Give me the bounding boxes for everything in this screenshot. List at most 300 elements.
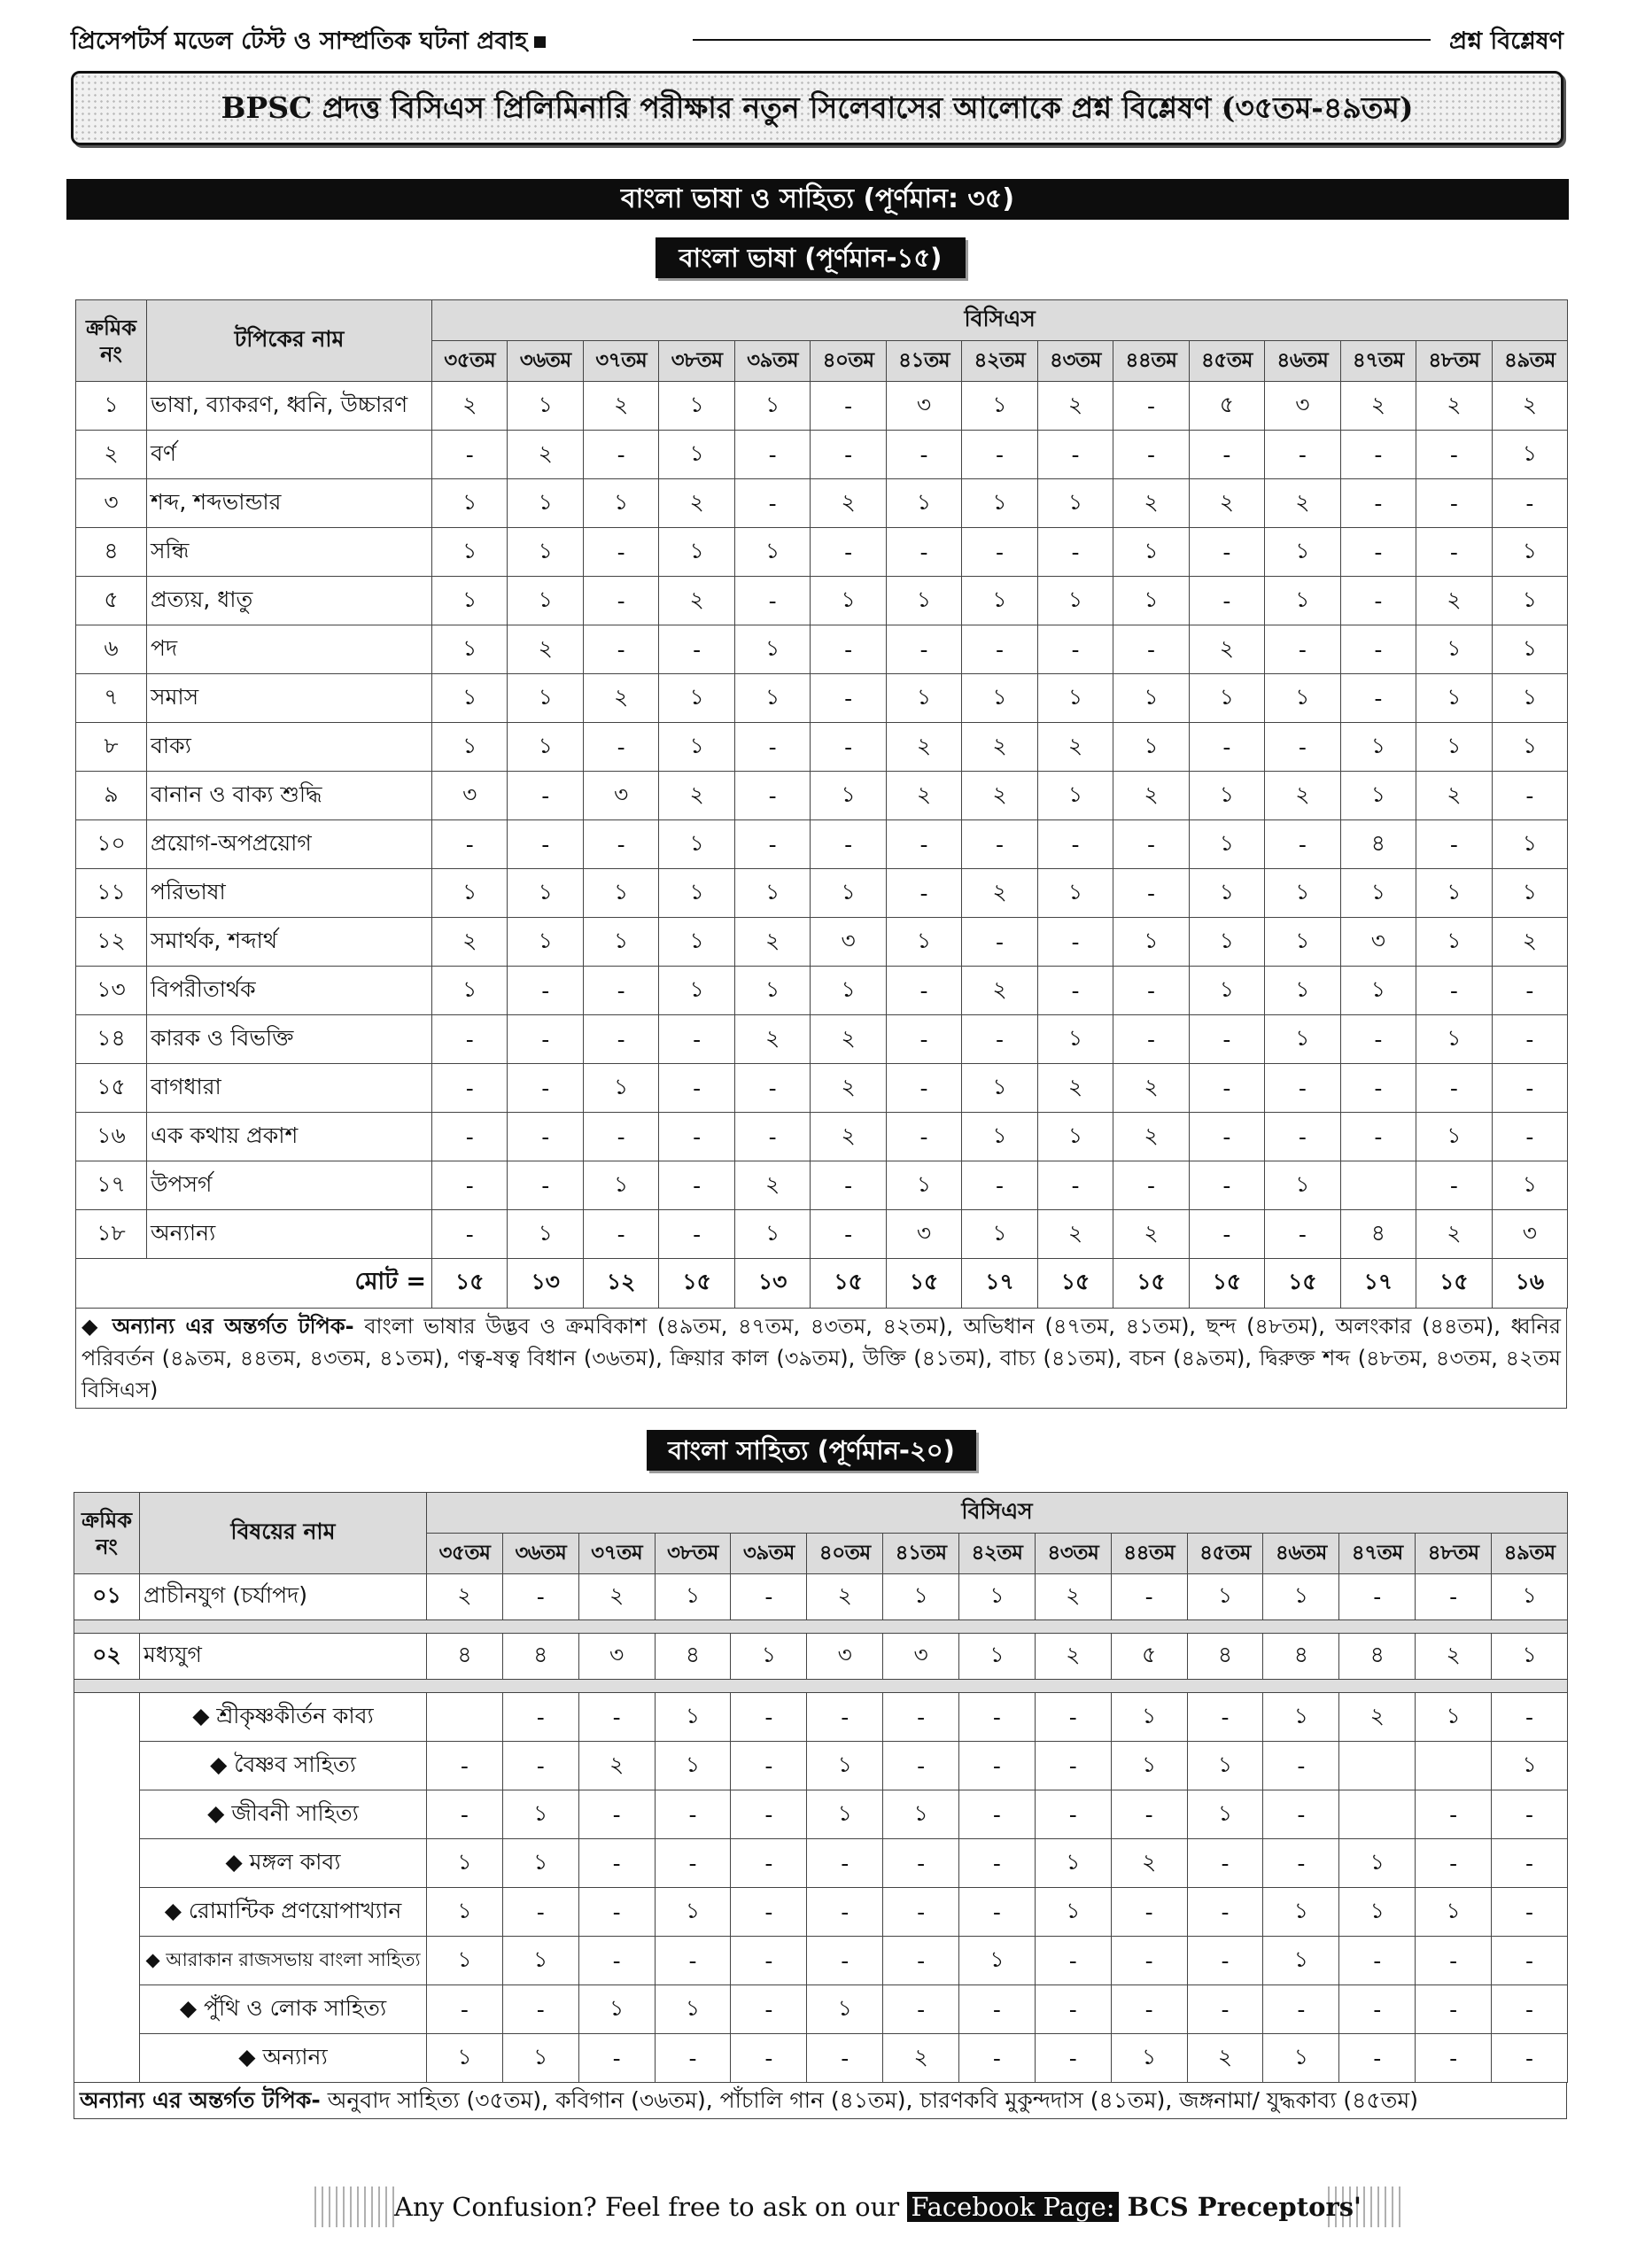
value-cell: - [1340, 1064, 1416, 1113]
value-cell: ১ [1492, 674, 1568, 723]
value-cell: - [1492, 1937, 1568, 1985]
serial-cell: ০২ [74, 1634, 140, 1680]
value-cell: - [502, 1693, 578, 1742]
value-cell: - [734, 431, 810, 479]
serial-cell: ১৮ [76, 1210, 147, 1259]
value-cell: - [811, 820, 886, 869]
value-cell: ১ [1492, 869, 1568, 918]
value-cell [1339, 1790, 1416, 1839]
exam-column-header: ৪৮তম [1416, 341, 1492, 382]
value-cell: - [1492, 967, 1568, 1015]
value-cell: - [734, 479, 810, 528]
topic-cell: বিপরীতার্থক [147, 967, 432, 1015]
table-row [76, 528, 1568, 577]
value-cell: - [959, 1742, 1036, 1790]
table-row [76, 382, 1568, 431]
total-cell: ১৫ [659, 1259, 734, 1309]
value-cell: ১ [1492, 528, 1568, 577]
value-cell: - [807, 2034, 883, 2083]
row-separator [74, 1620, 1568, 1634]
topic-cell: অন্যান্য [147, 1210, 432, 1259]
value-cell: - [734, 820, 810, 869]
value-cell: ১ [962, 1113, 1037, 1161]
topic-cell: পরিভাষা [147, 869, 432, 918]
value-cell: - [1111, 1574, 1187, 1620]
value-cell: - [959, 1985, 1036, 2034]
value-cell: ১ [1263, 1937, 1339, 1985]
value-cell: - [578, 1937, 655, 1985]
value-cell: - [1492, 1790, 1568, 1839]
value-cell: - [883, 1839, 959, 1888]
value-cell: ২ [508, 431, 583, 479]
value-cell: - [1037, 918, 1113, 967]
table-row [76, 674, 1568, 723]
value-cell: ১ [1416, 1888, 1492, 1937]
value-cell: - [502, 1888, 578, 1937]
value-cell: ২ [432, 382, 508, 431]
value-cell: ১ [1189, 820, 1264, 869]
value-cell: ১ [959, 1574, 1036, 1620]
value-cell: - [811, 528, 886, 577]
value-cell: - [807, 1839, 883, 1888]
value-cell: - [583, 528, 658, 577]
exam-column-header: ৪৬তম [1263, 1534, 1339, 1574]
sub-topic-row [74, 1888, 1568, 1937]
value-cell: ১ [502, 2034, 578, 2083]
value-cell: ১ [432, 967, 508, 1015]
value-cell: - [811, 1161, 886, 1210]
value-cell: ১ [659, 967, 734, 1015]
value-cell: ১ [1189, 772, 1264, 820]
value-cell: ২ [1035, 1574, 1111, 1620]
value-cell: ২ [1037, 723, 1113, 772]
value-cell: - [734, 723, 810, 772]
value-cell: - [432, 820, 508, 869]
value-cell: - [731, 1574, 807, 1620]
value-cell: - [734, 577, 810, 625]
table2-note [74, 2083, 1567, 2119]
value-cell: ১ [1339, 1888, 1416, 1937]
value-cell: ১ [508, 869, 583, 918]
total-cell: ১৬ [1492, 1259, 1568, 1309]
value-cell: ১ [508, 1210, 583, 1259]
value-cell: ১ [734, 625, 810, 674]
value-cell: ১ [1265, 918, 1340, 967]
value-cell: ১ [1416, 674, 1492, 723]
empty-serial-cell [74, 1693, 140, 2083]
bangla-language-table [75, 299, 1568, 1309]
sub-topic-cell: ◆ জীবনী সাহিত্য [140, 1790, 427, 1839]
topic-cell: শব্দ, শব্দভান্ডার [147, 479, 432, 528]
value-cell [427, 1693, 503, 1742]
value-cell: - [1416, 1161, 1492, 1210]
value-cell: - [508, 772, 583, 820]
value-cell: - [1113, 820, 1189, 869]
value-cell: ২ [659, 479, 734, 528]
value-cell: - [886, 1015, 961, 1064]
value-cell: - [1492, 1839, 1568, 1888]
value-cell: - [1113, 382, 1189, 431]
value-cell: ১ [1416, 918, 1492, 967]
value-cell: - [583, 1113, 658, 1161]
exam-column-header: ৩৬তম [502, 1534, 578, 1574]
table2-label: বাংলা সাহিত্য (পূর্ণমান-২০) [647, 1430, 976, 1471]
value-cell: - [1340, 1113, 1416, 1161]
value-cell: - [1113, 967, 1189, 1015]
value-cell: ২ [659, 577, 734, 625]
value-cell: - [1189, 723, 1264, 772]
value-cell: - [883, 1888, 959, 1937]
exam-column-header: ৪১তম [883, 1534, 959, 1574]
value-cell: ১ [734, 528, 810, 577]
table-row [76, 918, 1568, 967]
value-cell: ১ [883, 1574, 959, 1620]
topic-cell: সমাস [147, 674, 432, 723]
value-cell: - [655, 2034, 731, 2083]
exam-column-header: ৩৫তম [427, 1534, 503, 1574]
sub-topic-cell: ◆ মঙ্গল কাব্য [140, 1839, 427, 1888]
value-cell: - [1187, 1888, 1263, 1937]
value-cell: ১ [1492, 431, 1568, 479]
value-cell: ২ [811, 1113, 886, 1161]
value-cell: ২ [1265, 772, 1340, 820]
value-cell: ৩ [583, 772, 658, 820]
value-cell: ৩ [807, 1634, 883, 1680]
value-cell: ১ [1416, 723, 1492, 772]
value-cell: ১ [811, 772, 886, 820]
exam-column-header: ৩৫তম [432, 341, 508, 382]
serial-cell: ১১ [76, 869, 147, 918]
value-cell: ১ [883, 1790, 959, 1839]
sub-topic-cell: ◆ রোমান্টিক প্রণয়োপাখ্যান [140, 1888, 427, 1937]
section-band: বাংলা ভাষা ও সাহিত্য (পূর্ণমান: ৩৫) [66, 179, 1569, 220]
topic-cell: মধ্যযুগ [140, 1634, 427, 1680]
value-cell: - [959, 1790, 1036, 1839]
value-cell: ১ [432, 723, 508, 772]
total-cell: ১৫ [1416, 1259, 1492, 1309]
value-cell: ৫ [1111, 1634, 1187, 1680]
value-cell: ১ [962, 479, 1037, 528]
value-cell: ১ [427, 1839, 503, 1888]
value-cell: - [1416, 967, 1492, 1015]
value-cell: - [811, 674, 886, 723]
value-cell: - [886, 967, 961, 1015]
value-cell: - [1113, 1015, 1189, 1064]
value-cell: - [1263, 1985, 1339, 2034]
serial-cell: ৯ [76, 772, 147, 820]
value-cell: ১ [1265, 1161, 1340, 1210]
footer-banner [314, 2186, 1404, 2227]
value-cell: ১ [659, 723, 734, 772]
value-cell: - [807, 1937, 883, 1985]
value-cell: ২ [1492, 382, 1568, 431]
serial-cell: ১০ [76, 820, 147, 869]
sub-topic-cell: ◆ পুঁথি ও লোক সাহিত্য [140, 1985, 427, 2034]
value-cell: - [1416, 1574, 1492, 1620]
header-section-name: প্রশ্ন বিশ্লেষণ [1449, 27, 1563, 55]
value-cell: ১ [886, 577, 961, 625]
table-row [76, 1064, 1568, 1113]
value-cell: ১ [1492, 577, 1568, 625]
value-cell: ১ [432, 869, 508, 918]
exam-column-header: ৪৩তম [1035, 1534, 1111, 1574]
sub-topic-row [74, 1839, 1568, 1888]
value-cell: ১ [734, 869, 810, 918]
value-cell: ১ [508, 577, 583, 625]
value-cell: - [583, 723, 658, 772]
value-cell: - [659, 1015, 734, 1064]
value-cell: ২ [1111, 1839, 1187, 1888]
value-cell: ১ [734, 674, 810, 723]
page-header [71, 19, 1563, 60]
value-cell: ২ [886, 772, 961, 820]
value-cell: ১ [959, 1937, 1036, 1985]
value-cell: ১ [583, 918, 658, 967]
note-label: অন্যান্য এর অন্তর্গত টপিক- [80, 2087, 321, 2113]
value-cell: ১ [1492, 1634, 1568, 1680]
value-cell: ১ [962, 1064, 1037, 1113]
value-cell: - [1265, 820, 1340, 869]
serial-cell: ০১ [74, 1574, 140, 1620]
exam-column-header: ৪৩তম [1037, 341, 1113, 382]
value-cell: - [1113, 1161, 1189, 1210]
value-cell: - [578, 1839, 655, 1888]
serial-cell: ১৫ [76, 1064, 147, 1113]
value-cell: ১ [1340, 723, 1416, 772]
value-cell [1340, 1161, 1416, 1210]
value-cell: - [962, 820, 1037, 869]
topic-cell: সমার্থক, শব্দার্থ [147, 918, 432, 967]
serial-cell: ৫ [76, 577, 147, 625]
value-cell: - [502, 1574, 578, 1620]
exam-column-header: ৪৪তম [1111, 1534, 1187, 1574]
value-cell: - [508, 1113, 583, 1161]
value-cell: - [432, 1210, 508, 1259]
value-cell: - [959, 1693, 1036, 1742]
topic-cell: ভাষা, ব্যাকরণ, ধ্বনি, উচ্চারণ [147, 382, 432, 431]
value-cell: - [886, 820, 961, 869]
header-book-title [71, 23, 546, 63]
value-cell: - [1339, 1985, 1416, 2034]
table-row [76, 1161, 1568, 1210]
table-row [74, 1574, 1568, 1620]
value-cell: - [1037, 431, 1113, 479]
value-cell: - [659, 1113, 734, 1161]
value-cell: - [1492, 1015, 1568, 1064]
header-rule [693, 39, 1431, 41]
header-left-text: প্রিসেপটর্স মডেল টেস্ট ও সাম্প্রতিক ঘটনা প্রবাহ [71, 27, 528, 55]
total-cell: ১৫ [1113, 1259, 1189, 1309]
topic-cell: বাক্য [147, 723, 432, 772]
sub-topic-row [74, 1693, 1568, 1742]
topic-cell: সন্ধি [147, 528, 432, 577]
value-cell: - [1416, 479, 1492, 528]
value-cell: - [1263, 1790, 1339, 1839]
value-cell: ২ [1037, 1064, 1113, 1113]
value-cell: - [583, 967, 658, 1015]
value-cell: - [731, 1742, 807, 1790]
value-cell: ১ [1113, 674, 1189, 723]
value-cell: ১ [1189, 869, 1264, 918]
table1-label: বাংলা ভাষা (পূর্ণমান-১৫) [656, 237, 966, 278]
value-cell: ২ [1037, 382, 1113, 431]
value-cell: ১ [427, 1937, 503, 1985]
serial-header: ক্রমিক নং [74, 1493, 140, 1574]
value-cell: - [1113, 625, 1189, 674]
value-cell: ২ [1416, 382, 1492, 431]
value-cell: - [583, 1015, 658, 1064]
value-cell: - [508, 1064, 583, 1113]
exam-column-header: ৪০তম [807, 1534, 883, 1574]
value-cell: - [886, 1064, 961, 1113]
exam-column-header: ৩৬তম [508, 341, 583, 382]
value-cell: ১ [427, 2034, 503, 2083]
value-cell: - [1416, 1839, 1492, 1888]
value-cell: - [1492, 772, 1568, 820]
value-cell: - [1416, 820, 1492, 869]
value-cell: ১ [962, 674, 1037, 723]
separator-cell [74, 1620, 1568, 1634]
value-cell: - [1189, 431, 1264, 479]
value-cell: - [432, 431, 508, 479]
value-cell [1416, 1742, 1492, 1790]
table-row [76, 1015, 1568, 1064]
value-cell: ১ [1037, 869, 1113, 918]
total-cell: ১৫ [811, 1259, 886, 1309]
value-cell: ১ [1340, 967, 1416, 1015]
value-cell: ১ [734, 1210, 810, 1259]
value-cell: ২ [1416, 1210, 1492, 1259]
value-cell: - [811, 625, 886, 674]
table-row [76, 967, 1568, 1015]
value-cell: ১ [1263, 1574, 1339, 1620]
value-cell: ১ [1492, 1742, 1568, 1790]
value-cell: - [1037, 1161, 1113, 1210]
value-cell: - [1492, 1985, 1568, 2034]
value-cell: - [655, 1839, 731, 1888]
page-title: BPSC প্রদত্ত বিসিএস প্রিলিমিনারি পরীক্ষার নতুন সিলেবাসের আলোকে প্রশ্ন বিশ্লেষণ (৩৫তম-৪৯তম) [71, 71, 1563, 145]
value-cell: ১ [1265, 577, 1340, 625]
table-row [76, 1113, 1568, 1161]
value-cell: ২ [508, 625, 583, 674]
exam-column-header: ৩৯তম [731, 1534, 807, 1574]
value-cell: - [1189, 1015, 1264, 1064]
value-cell: ১ [1189, 674, 1264, 723]
value-cell: - [1035, 1790, 1111, 1839]
value-cell: - [1263, 1839, 1339, 1888]
serial-cell: ১৬ [76, 1113, 147, 1161]
value-cell: ২ [1037, 1210, 1113, 1259]
value-cell: ১ [1416, 1015, 1492, 1064]
value-cell: - [1189, 1210, 1264, 1259]
value-cell: ২ [1189, 479, 1264, 528]
value-cell: - [731, 2034, 807, 2083]
value-cell: ১ [962, 382, 1037, 431]
value-cell: ১ [1037, 772, 1113, 820]
value-cell: - [1416, 1937, 1492, 1985]
value-cell: ১ [583, 1161, 658, 1210]
sub-topic-row [74, 1742, 1568, 1790]
sub-topic-row [74, 1790, 1568, 1839]
row-separator [74, 1680, 1568, 1693]
value-cell: ১ [1187, 1790, 1263, 1839]
value-cell: - [432, 1064, 508, 1113]
value-cell: ১ [1037, 674, 1113, 723]
table-row [76, 869, 1568, 918]
value-cell: ১ [1263, 1888, 1339, 1937]
table1-note [75, 1309, 1567, 1409]
value-cell: ২ [583, 382, 658, 431]
value-cell: - [1111, 1888, 1187, 1937]
value-cell: ১ [1037, 577, 1113, 625]
topic-cell: প্রত্যয়, ধাতু [147, 577, 432, 625]
table-row [76, 479, 1568, 528]
value-cell: ১ [508, 723, 583, 772]
exam-column-header: ৪৪তম [1113, 341, 1189, 382]
value-cell: ১ [659, 431, 734, 479]
value-cell: ২ [1113, 479, 1189, 528]
value-cell: - [886, 625, 961, 674]
value-cell: ২ [578, 1574, 655, 1620]
separator-cell [74, 1680, 1568, 1693]
value-cell: ২ [962, 723, 1037, 772]
value-cell: ১ [502, 1937, 578, 1985]
value-cell: ১ [1416, 869, 1492, 918]
sub-topic-row [74, 1937, 1568, 1985]
value-cell [1339, 1742, 1416, 1790]
value-cell: ১ [886, 674, 961, 723]
value-cell: - [731, 1693, 807, 1742]
value-cell: ২ [1416, 577, 1492, 625]
value-cell: ১ [1492, 625, 1568, 674]
value-cell: ১ [886, 479, 961, 528]
value-cell: - [1416, 1985, 1492, 2034]
value-cell: - [578, 2034, 655, 2083]
value-cell: ১ [1187, 1574, 1263, 1620]
value-cell: ১ [1339, 1839, 1416, 1888]
value-cell: ১ [502, 1839, 578, 1888]
value-cell: - [1187, 1839, 1263, 1888]
value-cell: - [432, 1113, 508, 1161]
value-cell: - [962, 1161, 1037, 1210]
value-cell: ২ [962, 772, 1037, 820]
sub-topic-cell: ◆ বৈষ্ণব সাহিত্য [140, 1742, 427, 1790]
value-cell: - [583, 1210, 658, 1259]
exam-column-header: ৪৯তম [1492, 1534, 1568, 1574]
value-cell: - [1265, 1064, 1340, 1113]
value-cell: ১ [508, 528, 583, 577]
value-cell: ১ [962, 1210, 1037, 1259]
exam-column-header: ৩৭তম [583, 341, 658, 382]
note-text: অনুবাদ সাহিত্য (৩৫তম), কবিগান (৩৬তম), পাঁচালি গান (৪১তম), চারণকবি মুকুন্দদাস (৪১তম), জঙ্গনামা/ যুদ্ধকাব্য (৪৫তম) [320, 2087, 1419, 2113]
value-cell: - [1265, 1113, 1340, 1161]
value-cell: - [962, 431, 1037, 479]
value-cell: ১ [1037, 1015, 1113, 1064]
note-text: বাংলা ভাষার উদ্ভব ও ক্রমবিকাশ (৪৯তম, ৪৭তম, ৪৩তম, ৪২তম), অভিধান (৪৭তম, ৪১তম), ছন্দ (৪৮তম), অলংকার (৪৪তম), ধ্বনির পরিবর্তন (৪৯তম, ৪৪তম, ৪৩তম, ৪১তম), ণত্ব-ষত্ব বিধান (৩৬তম), ক্রিয়ার কাল (৩৯তম), উক্তি (৪১তম), বাচ্য (৪১তম), বচন (৪৯তম), দ্বিরুক্ত শব্দ (৪৮তম, ৪৩তম, ৪২তম বিসিএস) [81, 1314, 1561, 1402]
total-cell: ১৫ [1037, 1259, 1113, 1309]
value-cell: ১ [655, 1574, 731, 1620]
value-cell: ৪ [1340, 1210, 1416, 1259]
serial-cell: ৮ [76, 723, 147, 772]
value-cell: - [1263, 1742, 1339, 1790]
serial-header: ক্রমিক নং [76, 300, 147, 382]
value-cell: - [883, 1742, 959, 1790]
value-cell: ১ [1189, 967, 1264, 1015]
value-cell: - [1416, 2034, 1492, 2083]
sub-topic-cell: ◆ আরাকান রাজসভায় বাংলা সাহিত্য [140, 1937, 427, 1985]
value-cell: - [959, 1888, 1036, 1937]
value-cell: ১ [1035, 1839, 1111, 1888]
